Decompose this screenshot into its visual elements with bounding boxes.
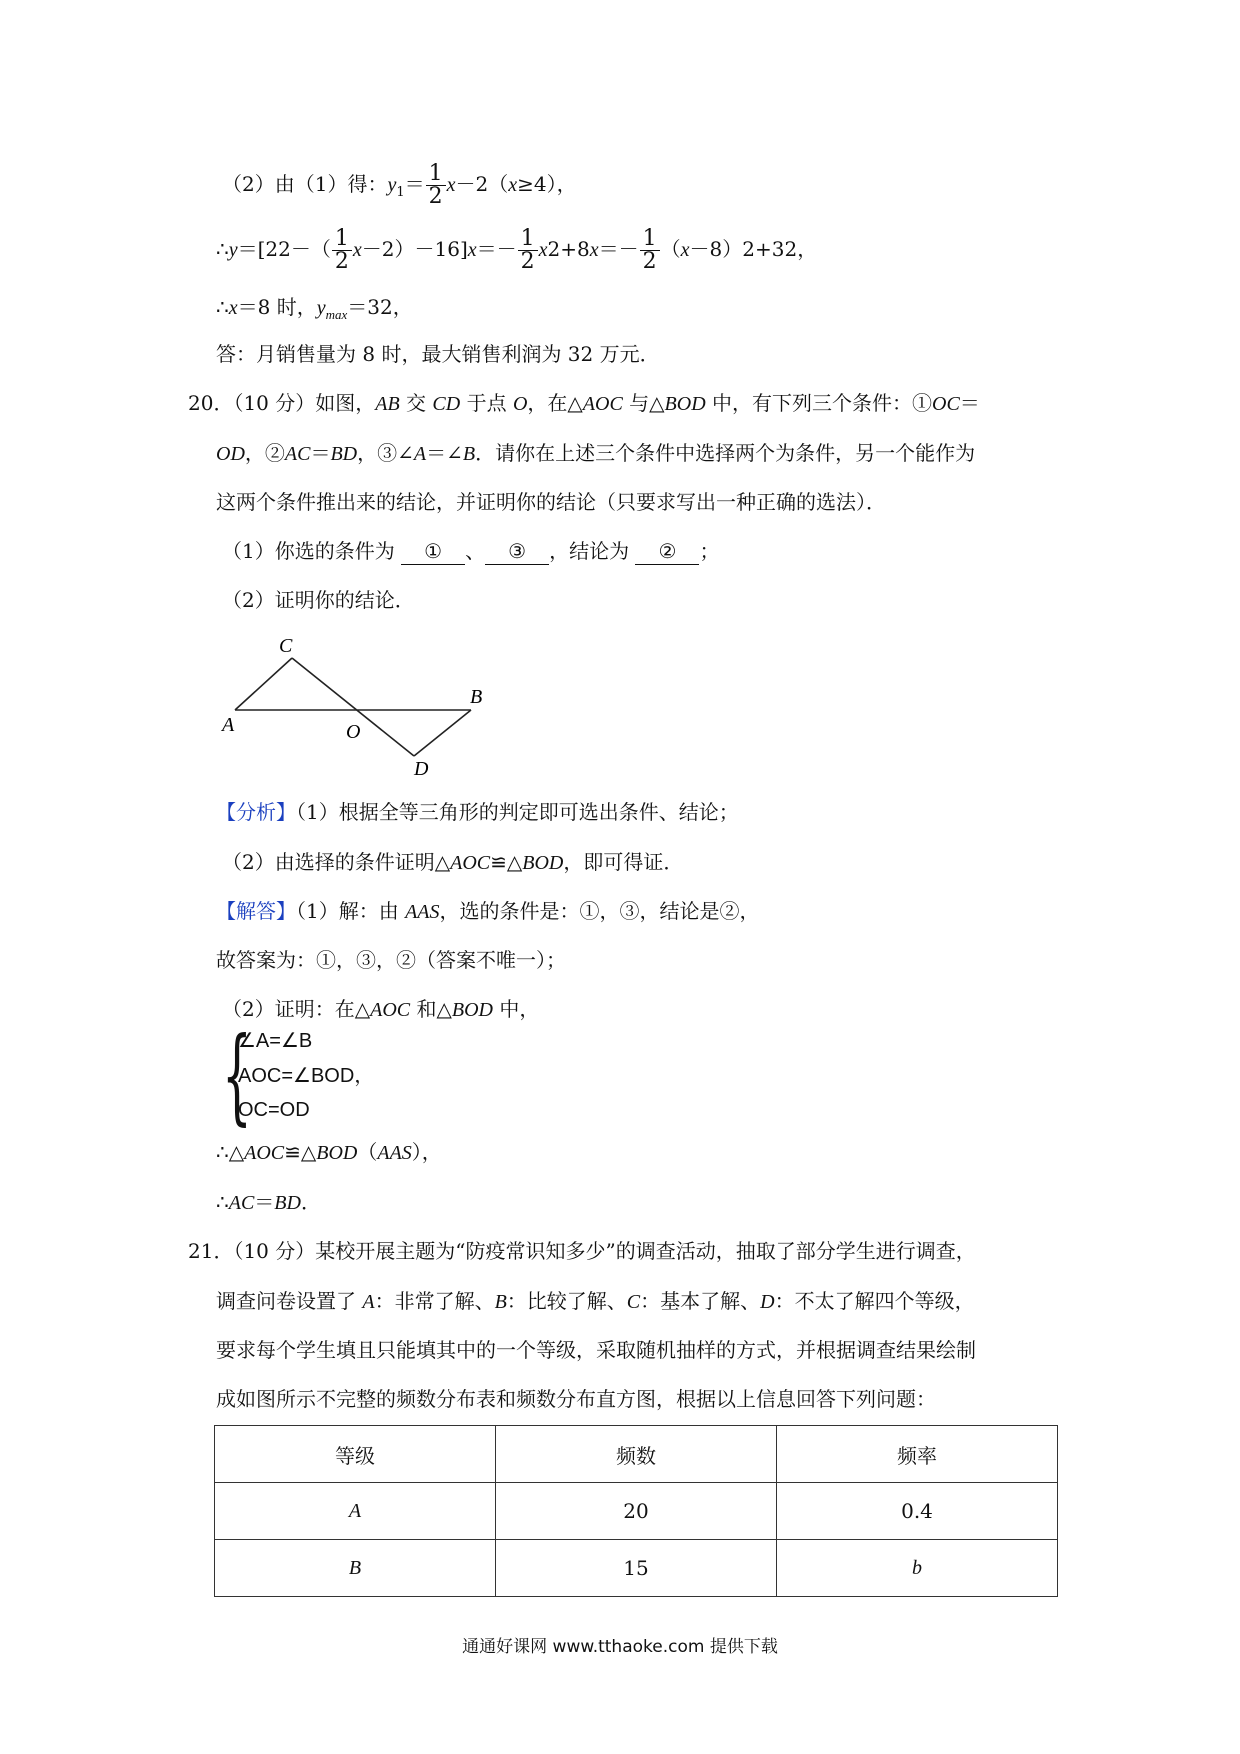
table-header-row bbox=[215, 1426, 1058, 1483]
frequency-table bbox=[214, 1425, 1058, 1597]
answer-line-3: （2）证明：在△AOC 和△BOD 中， bbox=[222, 997, 540, 1021]
table-cell: B bbox=[215, 1540, 496, 1597]
solution-line-1: （2）由（1）得：$y_1=$ $\frac{1}{2}$ x－2（x≥4）， bbox=[222, 161, 577, 209]
answer-blank-3: ② bbox=[635, 538, 699, 565]
table-cell: A bbox=[215, 1483, 496, 1540]
table-header: 频数 bbox=[496, 1426, 777, 1483]
segment-BD bbox=[414, 710, 471, 756]
q21-line-3: 要求每个学生填且只能填其中的一个等级，采取随机抽样的方式，并根据调查结果绘制 bbox=[216, 1338, 976, 1362]
page-footer: 通通好课网 www.tthaoke.com 提供下载 bbox=[462, 1637, 778, 1657]
label-O: O bbox=[346, 721, 361, 743]
q20-line-1: 20．（10 分）如图，AB 交 CD 于点 O，在△AOC 与△BOD 中，有下列三个条件：①OC＝ bbox=[188, 391, 980, 415]
fraction: $\frac{1}{2}$ bbox=[426, 163, 446, 208]
answer-line-4: ∴△AOC≌△BOD（AAS）， bbox=[216, 1140, 442, 1164]
answer-line-2: 故答案为：①，③，②（答案不唯一）； bbox=[216, 948, 566, 972]
q20-line-3: 这两个条件推出来的结论，并证明你的结论（只要求写出一种正确的选法）． bbox=[216, 490, 886, 514]
label-D: D bbox=[414, 758, 429, 778]
table-cell: 20 bbox=[496, 1483, 777, 1540]
table-cell: b bbox=[777, 1540, 1058, 1597]
q21-line-2: 调查问卷设置了 A：非常了解、B：比较了解、C：基本了解、D：不太了解四个等级， bbox=[216, 1289, 975, 1313]
label-A: A bbox=[222, 714, 235, 736]
label-B: B bbox=[470, 686, 483, 708]
analysis-line-2: （2）由选择的条件证明△AOC≌△BOD，即可得证． bbox=[222, 850, 684, 874]
q20-part1-line: （1）你选的条件为 ① 、 ③ ，结论为 ② ； bbox=[222, 539, 720, 563]
table-header: 等级 bbox=[215, 1426, 496, 1483]
system-row-2: AOC=∠BOD， bbox=[238, 1065, 375, 1087]
table-row bbox=[215, 1483, 1058, 1540]
solution-line-3: ∴x＝8 时，$y_{max}=32$， bbox=[216, 295, 413, 322]
system-row-3: OC=OD bbox=[238, 1099, 310, 1121]
solution-answer-line: 答：月销售量为 8 时，最大销售利润为 32 万元． bbox=[216, 342, 660, 366]
answer-line-1: 【解答】（1）解：由 AAS，选的条件是：①，③，结论是②， bbox=[216, 899, 760, 923]
table-cell: 15 bbox=[496, 1540, 777, 1597]
analysis-line-1: 【分析】（1）根据全等三角形的判定即可选出条件、结论； bbox=[216, 800, 739, 824]
table-row bbox=[215, 1540, 1058, 1597]
q21-line-1: 21．（10 分）某校开展主题为“防疫常识知多少”的调查活动，抽取了部分学生进行调查， bbox=[188, 1239, 976, 1263]
left-brace: { bbox=[222, 1014, 252, 1136]
geometry-figure bbox=[218, 628, 498, 778]
segment-AC bbox=[235, 658, 292, 710]
q20-part2-line: （2）证明你的结论． bbox=[222, 588, 415, 612]
answer-blank-2: ③ bbox=[485, 538, 549, 565]
solution-line-2: ∴y＝[22－（ $\frac{1}{2}$ x－2）－16]x＝－ $\frac{1}{2}$ x2+8x＝－ $\frac{1}{2}$ （x－8）2+32， bbox=[216, 226, 818, 274]
table-header: 频率 bbox=[777, 1426, 1058, 1483]
answer-tag: 【解答】 bbox=[216, 899, 296, 923]
answer-line-5: ∴AC＝BD． bbox=[216, 1190, 321, 1214]
q21-line-4: 成如图所示不完整的频数分布表和频数分布直方图，根据以上信息回答下列问题： bbox=[216, 1387, 936, 1411]
label-C: C bbox=[279, 635, 293, 657]
table-cell: 0.4 bbox=[777, 1483, 1058, 1540]
analysis-tag: 【分析】 bbox=[216, 800, 296, 824]
q20-line-2: OD，②AC＝BD，③∠A＝∠B．请你在上述三个条件中选择两个为条件，另一个能作为 bbox=[216, 441, 976, 465]
system-row-1: ∠A=∠B bbox=[238, 1030, 313, 1052]
answer-blank-1: ① bbox=[401, 538, 465, 565]
equation-system bbox=[222, 1014, 422, 1136]
